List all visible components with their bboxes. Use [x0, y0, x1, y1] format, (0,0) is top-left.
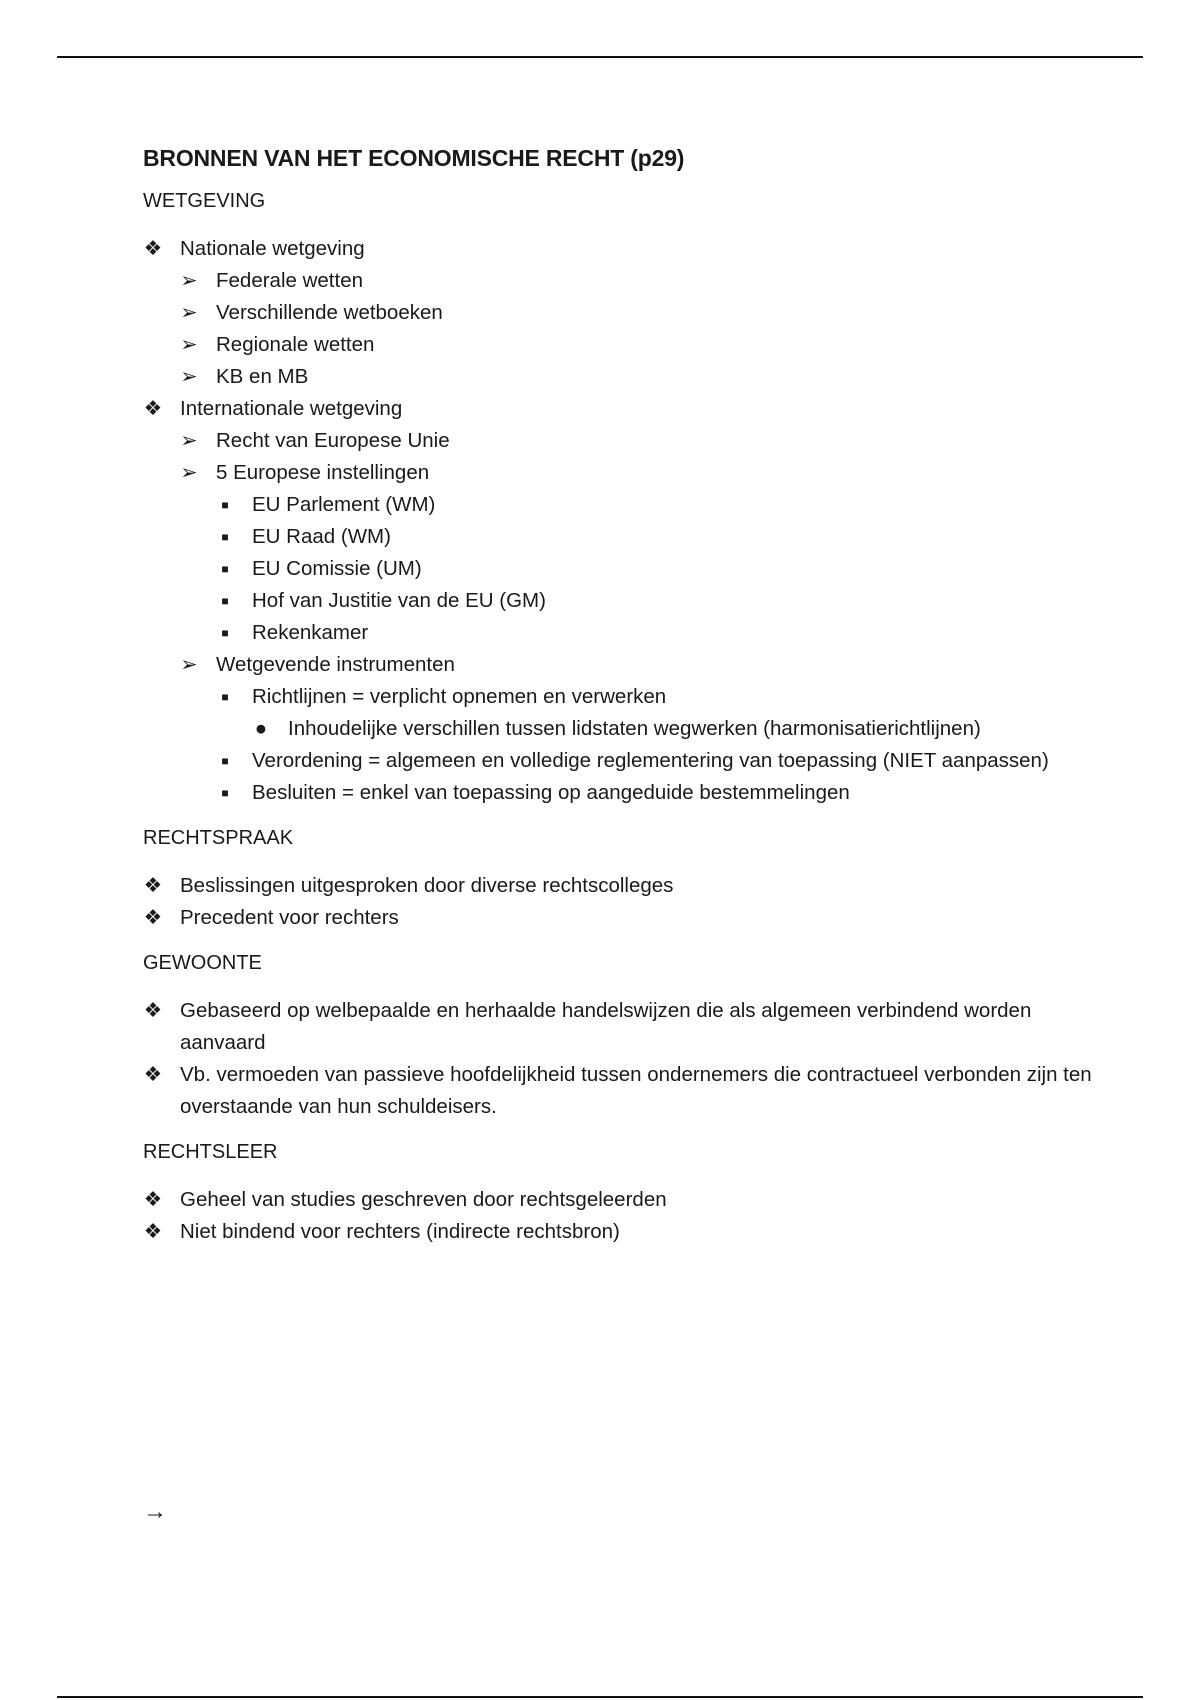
list-item [143, 649, 1103, 681]
arrowhead-bullet-icon: ➢ [180, 429, 198, 452]
diamond-bullet-icon: ❖ [143, 906, 163, 929]
square-bullet-icon: ■ [221, 530, 229, 544]
list-item-text: Geheel van studies geschreven door rechtsgeleerden [180, 1188, 667, 1211]
list-item-text: Inhoudelijke verschillen tussen lidstaten wegwerken (harmonisatierichtlijnen) [288, 717, 981, 740]
diamond-bullet-icon: ❖ [143, 874, 163, 897]
list-item [143, 902, 1103, 934]
arrowhead-bullet-icon: ➢ [180, 301, 198, 324]
list-item-text: Federale wetten [216, 269, 364, 292]
square-bullet-icon: ■ [221, 786, 229, 800]
square-bullet-icon: ■ [221, 498, 229, 512]
square-bullet-icon: ■ [221, 626, 229, 640]
list-item [143, 995, 1103, 1059]
list-item-text: Precedent voor rechters [180, 906, 399, 929]
list-item [143, 777, 1103, 809]
section-rechtsleer [143, 1141, 1103, 1248]
list-item [143, 233, 1103, 265]
sections-container [143, 190, 1103, 1248]
list-item [143, 745, 1103, 777]
list-item [143, 489, 1103, 521]
list-item [143, 457, 1103, 489]
document-body [143, 145, 1103, 1266]
document-title: BRONNEN VAN HET ECONOMISCHE RECHT (p29) [143, 145, 685, 171]
list-item [143, 681, 1103, 713]
list-item [143, 870, 1103, 902]
list-item [143, 521, 1103, 553]
diamond-bullet-icon: ❖ [143, 237, 163, 260]
bullet-list [143, 995, 1103, 1123]
list-item-text: Verordening = algemeen en volledige reglementering van toepassing (NIET aanpassen) [252, 749, 1049, 772]
section-heading: GEWOONTE [143, 952, 262, 974]
list-item [143, 713, 1103, 745]
list-item [143, 329, 1103, 361]
list-item-text: Beslissingen uitgesproken door diverse rechtscolleges [180, 874, 674, 897]
square-bullet-icon: ■ [221, 594, 229, 608]
diamond-bullet-icon: ❖ [143, 1188, 163, 1211]
list-item-text: Besluiten = enkel van toepassing op aangeduide bestemmelingen [252, 781, 850, 804]
square-bullet-icon: ■ [221, 562, 229, 576]
list-item-text: KB en MB [216, 365, 309, 388]
section-heading: RECHTSPRAAK [143, 827, 294, 849]
list-item-text: Gebaseerd op welbepaalde en herhaalde handelswijzen die als algemeen verbindend worden aanvaard [180, 999, 1032, 1054]
list-item [143, 1216, 1103, 1248]
top-rule [57, 56, 1143, 58]
arrowhead-bullet-icon: ➢ [180, 653, 198, 676]
arrowhead-bullet-icon: ➢ [180, 365, 198, 388]
list-item-text: Richtlijnen = verplicht opnemen en verwerken [252, 685, 667, 708]
section-gewoonte [143, 952, 1103, 1123]
list-item-text: Verschillende wetboeken [216, 301, 443, 324]
diamond-bullet-icon: ❖ [143, 999, 163, 1022]
list-item-text: Internationale wetgeving [180, 397, 403, 420]
section-heading: WETGEVING [143, 190, 266, 212]
list-item-text: 5 Europese instellingen [216, 461, 430, 484]
list-item-text: Wetgevende instrumenten [216, 653, 455, 676]
section-rechtspraak [143, 827, 1103, 934]
diamond-bullet-icon: ❖ [143, 1220, 163, 1243]
list-item [143, 617, 1103, 649]
list-item-text: Regionale wetten [216, 333, 375, 356]
list-item [143, 585, 1103, 617]
list-item-text: Recht van Europese Unie [216, 429, 450, 452]
arrowhead-bullet-icon: ➢ [180, 333, 198, 356]
list-item-text: EU Parlement (WM) [252, 493, 436, 516]
list-item [143, 297, 1103, 329]
arrow-icon: → [143, 1498, 167, 1525]
diamond-bullet-icon: ❖ [143, 1063, 163, 1086]
bullet-list [143, 1184, 1103, 1248]
dot-bullet-icon: ● [254, 717, 268, 740]
arrowhead-bullet-icon: ➢ [180, 269, 198, 292]
list-item [143, 553, 1103, 585]
list-item-text: EU Comissie (UM) [252, 557, 422, 580]
diamond-bullet-icon: ❖ [143, 397, 163, 420]
bullet-list [143, 233, 1103, 809]
list-item-text: Rekenkamer [252, 621, 369, 644]
list-item-text: Vb. vermoeden van passieve hoofdelijkheid tussen ondernemers die contractueel verbonden zijn ten overstaande van hun schuldeisers. [180, 1063, 1092, 1118]
list-item-text: Hof van Justitie van de EU (GM) [252, 589, 546, 612]
section-wetgeving [143, 190, 1103, 809]
list-item [143, 1184, 1103, 1216]
arrowhead-bullet-icon: ➢ [180, 461, 198, 484]
list-item [143, 361, 1103, 393]
list-item [143, 393, 1103, 425]
square-bullet-icon: ■ [221, 690, 229, 704]
list-item-text: Nationale wetgeving [180, 237, 365, 260]
list-item [143, 265, 1103, 297]
list-item [143, 425, 1103, 457]
list-item-text: Niet bindend voor rechters (indirecte rechtsbron) [180, 1220, 620, 1243]
section-heading: RECHTSLEER [143, 1141, 278, 1163]
list-item-text: EU Raad (WM) [252, 525, 391, 548]
bullet-list [143, 870, 1103, 934]
list-item [143, 1059, 1103, 1123]
bottom-rule [57, 1696, 1143, 1698]
square-bullet-icon: ■ [221, 754, 229, 768]
